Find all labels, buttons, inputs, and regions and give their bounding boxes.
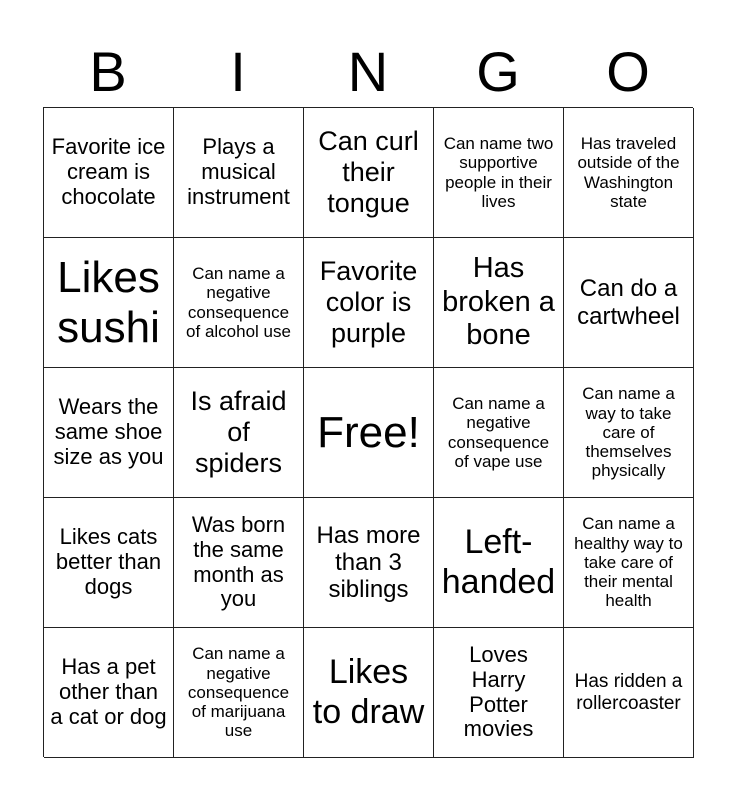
header-letter-b: B xyxy=(89,40,127,103)
bingo-cell[interactable]: Loves Harry Potter movies xyxy=(434,628,564,758)
bingo-cell[interactable]: Has traveled outside of the Washington state xyxy=(564,108,694,238)
bingo-cell[interactable]: Has a pet other than a cat or dog xyxy=(44,628,174,758)
bingo-cell[interactable]: Likes sushi xyxy=(44,238,174,368)
bingo-cell[interactable]: Can name two supportive people in their lives xyxy=(434,108,564,238)
header-letter-i: I xyxy=(230,40,246,103)
bingo-cell[interactable]: Can name a negative consequence of vape use xyxy=(434,368,564,498)
bingo-cell[interactable]: Plays a musical instrument xyxy=(174,108,304,238)
bingo-cell[interactable]: Favorite color is purple xyxy=(304,238,434,368)
bingo-cell[interactable]: Can name a healthy way to take care of their mental health xyxy=(564,498,694,628)
bingo-cell[interactable]: Left-handed xyxy=(434,498,564,628)
bingo-board xyxy=(43,107,693,757)
bingo-cell[interactable]: Wears the same shoe size as you xyxy=(44,368,174,498)
bingo-cell[interactable]: Can name a negative consequence of alcohol use xyxy=(174,238,304,368)
header-letter-g: G xyxy=(476,40,520,103)
bingo-cell[interactable]: Can name a negative consequence of marijuana use xyxy=(174,628,304,758)
free-space[interactable]: Free! xyxy=(304,368,434,498)
header-letter-n: N xyxy=(347,40,389,103)
bingo-cell[interactable]: Has more than 3 siblings xyxy=(304,498,434,628)
bingo-cell[interactable]: Can do a cartwheel xyxy=(564,238,694,368)
bingo-cell[interactable]: Can name a way to take care of themselves physically xyxy=(564,368,694,498)
bingo-cell[interactable]: Has ridden a rollercoaster xyxy=(564,628,694,758)
bingo-cell[interactable]: Was born the same month as you xyxy=(174,498,304,628)
bingo-header xyxy=(43,40,693,104)
bingo-cell[interactable]: Favorite ice cream is chocolate xyxy=(44,108,174,238)
bingo-cell[interactable]: Likes to draw xyxy=(304,628,434,758)
bingo-cell[interactable]: Likes cats better than dogs xyxy=(44,498,174,628)
header-letter-o: O xyxy=(606,40,650,103)
bingo-cell[interactable]: Can curl their tongue xyxy=(304,108,434,238)
bingo-cell[interactable]: Has broken a bone xyxy=(434,238,564,368)
bingo-cell[interactable]: Is afraid of spiders xyxy=(174,368,304,498)
